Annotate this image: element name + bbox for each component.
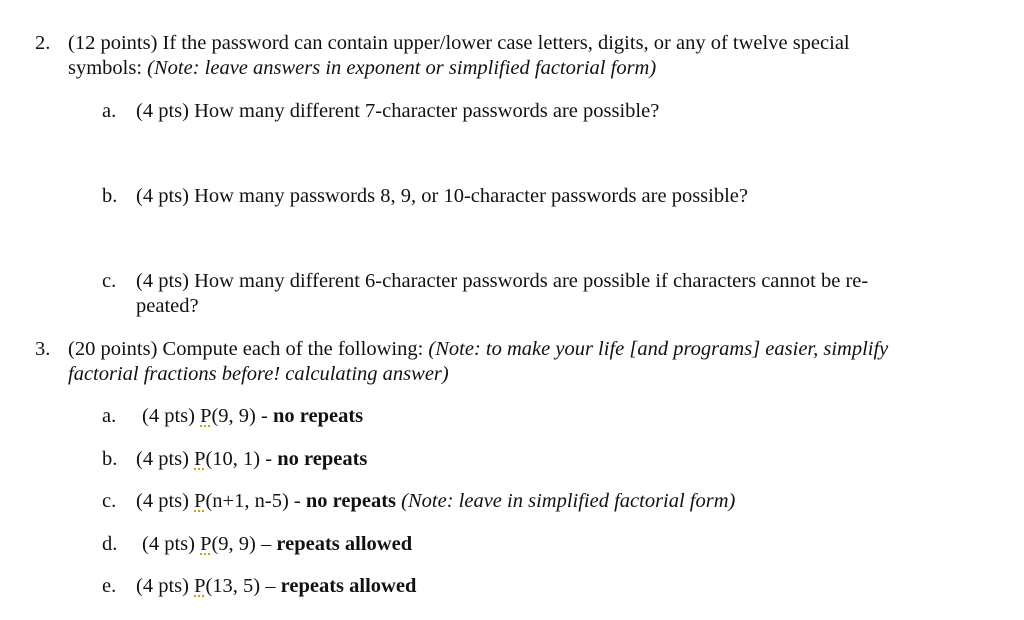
question-3-number: 3. [35, 338, 51, 360]
question-3e-points: (4 pts) [136, 575, 195, 597]
question-2b-text: (4 pts) How many passwords 8, 9, or 10-character passwords are possible? [136, 185, 748, 207]
question-2-line-1 [68, 31, 850, 56]
question-2a-label: a. [102, 100, 117, 122]
question-3c-condition: no repeats [305, 490, 397, 512]
permutation-function: P [194, 575, 206, 597]
question-3e-condition: repeats allowed [280, 575, 417, 597]
question-2a-text: (4 pts) How many different 7-character passwords are possible? [136, 100, 660, 122]
question-3c-args: (n+1, n-5) - [205, 490, 306, 512]
question-3c-points: (4 pts) [136, 490, 195, 512]
question-3c-text [136, 489, 735, 514]
question-3-note: (Note: to make your life [and programs] easier, simplify [428, 338, 889, 360]
permutation-function: P [200, 405, 212, 427]
question-2-text: If the password can contain upper/lower case letters, digits, or any of twelve special [157, 32, 850, 54]
question-3a-label: a. [102, 405, 117, 427]
question-3c-note: (Note: leave in simplified factorial form) [396, 490, 736, 512]
question-2c-text-line-1: (4 pts) How many different 6-character passwords are possible if characters cannot be re- [136, 270, 869, 292]
question-3-text: (20 points) Compute each of the following: [68, 338, 429, 360]
question-3a-points: (4 pts) [142, 405, 201, 427]
question-3b-condition: no repeats [277, 448, 368, 470]
question-2-note: (Note: leave answers in exponent or simplified factorial form) [147, 57, 657, 79]
question-3d-label: d. [102, 533, 118, 555]
question-3d-points: (4 pts) [142, 533, 201, 555]
question-3b-points: (4 pts) [136, 448, 195, 470]
permutation-function: P [200, 533, 212, 555]
question-3e-text [136, 574, 416, 599]
question-3-note-cont: factorial fractions before! calculating answer) [68, 363, 449, 385]
question-3b-args: (10, 1) - [205, 448, 278, 470]
question-2b-label: b. [102, 185, 118, 207]
permutation-function: P [194, 448, 206, 470]
question-2-text-cont: symbols: [68, 57, 148, 79]
question-3b-text [136, 447, 367, 472]
question-3a-args: (9, 9) - [211, 405, 273, 427]
question-3d-text [142, 532, 412, 557]
question-3c-label: c. [102, 490, 117, 512]
question-2-points: (12 points) [68, 32, 158, 54]
question-3d-condition: repeats allowed [276, 533, 413, 555]
question-2c-label: c. [102, 270, 117, 292]
question-3a-text [142, 404, 363, 429]
question-2-line-2 [68, 56, 656, 81]
question-3d-args: (9, 9) – [211, 533, 277, 555]
question-2c-text-line-2: peated? [136, 295, 199, 317]
permutation-function: P [194, 490, 206, 512]
question-3e-args: (13, 5) – [205, 575, 281, 597]
question-3e-label: e. [102, 575, 117, 597]
question-3b-label: b. [102, 448, 118, 470]
question-3a-condition: no repeats [272, 405, 364, 427]
question-3-line-1 [68, 337, 888, 362]
question-2-number: 2. [35, 32, 51, 54]
